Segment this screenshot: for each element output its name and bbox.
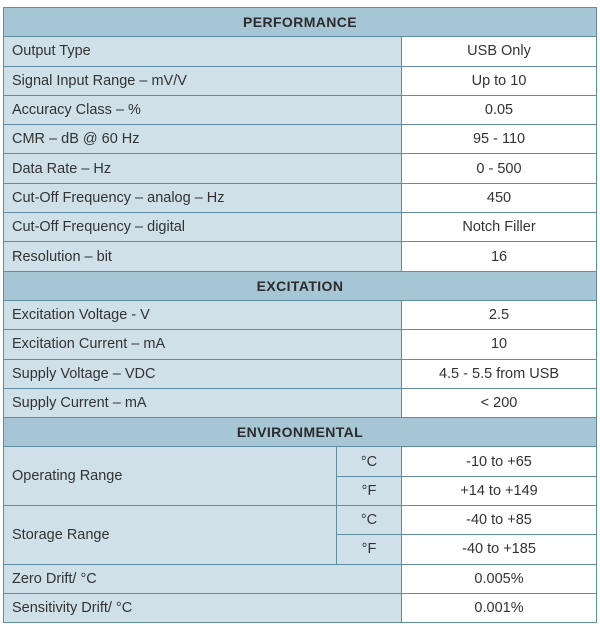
table-row (4, 66, 597, 95)
spec-value: < 200 (402, 388, 597, 417)
spec-label: Zero Drift/ °C (4, 564, 402, 593)
spec-label: Cut-Off Frequency – analog – Hz (4, 183, 402, 212)
spec-label: Resolution – bit (4, 242, 402, 271)
spec-label: Sensitivity Drift/ °C (4, 593, 402, 622)
spec-label: Cut-Off Frequency – digital (4, 213, 402, 242)
table-row (4, 183, 597, 212)
table-row (4, 300, 597, 329)
table-row (4, 564, 597, 593)
table-row (4, 388, 597, 417)
spec-label: Excitation Current – mA (4, 330, 402, 359)
spec-value: 0.005% (402, 564, 597, 593)
spec-label: CMR – dB @ 60 Hz (4, 125, 402, 154)
spec-label: Output Type (4, 37, 402, 66)
spec-label: Excitation Voltage - V (4, 300, 402, 329)
spec-label: Supply Voltage – VDC (4, 359, 402, 388)
unit-celsius: °C (337, 506, 402, 535)
spec-value: -10 to +65 (402, 447, 597, 476)
table-row (4, 154, 597, 183)
spec-value: +14 to +149 (402, 476, 597, 505)
section-title: ENVIRONMENTAL (4, 418, 597, 447)
spec-value: 0.001% (402, 593, 597, 622)
spec-value: Notch Filler (402, 213, 597, 242)
table-row-storage-range-c (4, 506, 597, 535)
spec-value: 450 (402, 183, 597, 212)
specifications-table (3, 7, 597, 623)
section-header-environmental (4, 418, 597, 447)
spec-value: 2.5 (402, 300, 597, 329)
table-row (4, 330, 597, 359)
table-row (4, 125, 597, 154)
spec-value: Up to 10 (402, 66, 597, 95)
section-title: EXCITATION (4, 271, 597, 300)
spec-label: Operating Range (4, 447, 337, 506)
spec-value: 0 - 500 (402, 154, 597, 183)
table-row (4, 242, 597, 271)
section-title: PERFORMANCE (4, 8, 597, 37)
table-row-operating-range-c (4, 447, 597, 476)
spec-value: 0.05 (402, 95, 597, 124)
spec-value: 10 (402, 330, 597, 359)
spec-label: Data Rate – Hz (4, 154, 402, 183)
spec-label: Accuracy Class – % (4, 95, 402, 124)
section-header-excitation (4, 271, 597, 300)
spec-value: -40 to +85 (402, 506, 597, 535)
spec-value: 4.5 - 5.5 from USB (402, 359, 597, 388)
spec-value: 95 - 110 (402, 125, 597, 154)
table-row (4, 359, 597, 388)
table-row (4, 593, 597, 622)
spec-value: USB Only (402, 37, 597, 66)
unit-celsius: °C (337, 447, 402, 476)
spec-value: -40 to +185 (402, 535, 597, 564)
spec-label: Supply Current – mA (4, 388, 402, 417)
spec-label: Storage Range (4, 506, 337, 565)
spec-value: 16 (402, 242, 597, 271)
table-row (4, 95, 597, 124)
table-row (4, 37, 597, 66)
table-row (4, 213, 597, 242)
section-header-performance (4, 8, 597, 37)
unit-fahrenheit: °F (337, 535, 402, 564)
unit-fahrenheit: °F (337, 476, 402, 505)
spec-label: Signal Input Range – mV/V (4, 66, 402, 95)
